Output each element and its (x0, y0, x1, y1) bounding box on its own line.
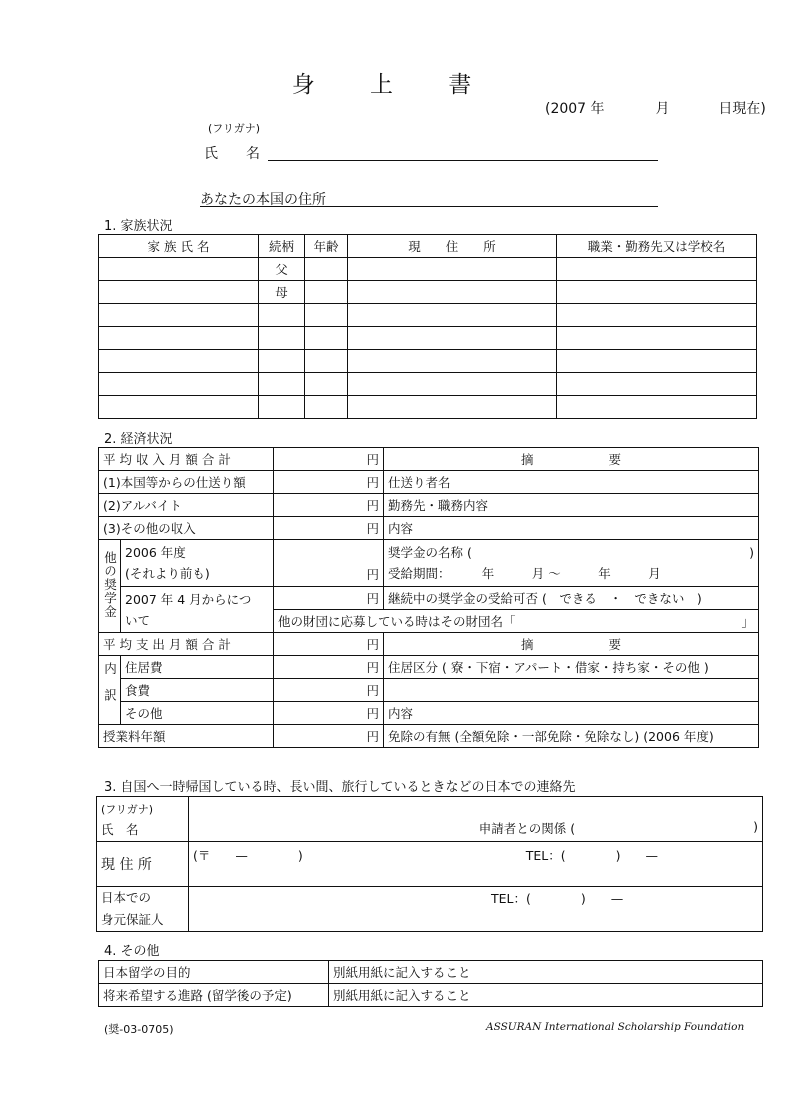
col-relation: 続柄 (259, 235, 305, 258)
table-row (99, 327, 757, 350)
col-occupation: 職業・勤務先又は学校名 (557, 235, 757, 258)
income-row-label: (1)本国等からの仕送り額 (99, 471, 274, 494)
contact-name-field[interactable]: 申請者との関係 ( ) (189, 797, 763, 842)
col-age: 年齢 (305, 235, 348, 258)
contact-address-field[interactable]: (〒 — ) TEL：( ) — (189, 842, 763, 887)
income-row-note[interactable]: 勤務先・職務内容 (384, 494, 759, 517)
date-month: 月 (655, 101, 670, 117)
expense-note[interactable]: 内容 (384, 702, 759, 725)
scholarship-label: 他の奨学金 (99, 540, 121, 633)
furigana-label: (フリガナ) (208, 122, 261, 135)
sch-other-foundation[interactable]: 他の財団に応募している時はその財団名「 」 (274, 610, 759, 633)
contact-address-label: 現 住 所 (97, 842, 189, 887)
income-row-note[interactable]: 仕送り者名 (384, 471, 759, 494)
expense-label: その他 (121, 702, 274, 725)
finance-table: 平 均 収 入 月 額 合 計 円 摘 要 (1)本国等からの仕送り額 円 仕送り者名 (2)アルバイト 円 勤務先・職務内容 (3)その他の収入 円 内容 他の奨学金 2006 年度 (それより前も) 円 奨学金の名称 ( ) 受給期間： 年 月 〜 年 月 2007 年 4 月からにつ いて 円 継続中の奨学金の受給可否 ( できる ・ できない ) 他の財団に応募している時はその財団名「 」 平 均 支 出 月 額 合 計 円 摘 要 内訳 住居費 円 住居区分 ( 寮・下宿・アパート・借家・持ち家・その他 ) 食費 円 その他 円 内容 授業料年額 円 免除の有無 (全額免除・一部免除・免除なし) (2006 年度) (98, 447, 759, 748)
table-row (99, 350, 757, 373)
section1-heading: 1. 家族状況 (104, 219, 173, 234)
contact-table (96, 796, 763, 932)
purpose-value: 別紙用紙に記入すること (329, 961, 763, 984)
form-code: (奨-03-0705) (104, 1023, 174, 1036)
page-title: 身 上 書 (291, 72, 496, 98)
name-label: 氏 名 (204, 146, 260, 162)
family-table (98, 234, 757, 419)
sch-2007-label: 2007 年 4 月からにつ いて (121, 587, 274, 633)
other-table (98, 960, 763, 1007)
guarantor-label: 日本での 身元保証人 (97, 887, 189, 932)
expense-total-label: 平 均 支 出 月 額 合 計 (99, 633, 274, 656)
tuition-note[interactable]: 免除の有無 (全額免除・一部免除・免除なし) (2006 年度) (384, 725, 759, 748)
name-field[interactable] (268, 160, 658, 161)
expense-note[interactable] (384, 679, 759, 702)
table-row (99, 304, 757, 327)
guarantor-field[interactable]: TEL：( ) — (189, 887, 763, 932)
relation-cell: 母 (259, 281, 305, 304)
home-address-label: あなたの本国の住所 (200, 192, 326, 208)
date-year: (2007 年 (545, 101, 605, 117)
date-day: 日現在) (718, 101, 766, 117)
purpose-label: 日本留学の目的 (99, 961, 329, 984)
income-row-label: (3)その他の収入 (99, 517, 274, 540)
breakdown-label: 内訳 (99, 656, 121, 725)
date-line (545, 98, 766, 118)
expense-label: 食費 (121, 679, 274, 702)
contact-name-label: (フリガナ) 氏 名 (97, 797, 189, 842)
home-address-field[interactable] (200, 206, 658, 207)
expense-note[interactable]: 住居区分 ( 寮・下宿・アパート・借家・持ち家・その他 ) (384, 656, 759, 679)
section2-heading: 2. 経済状況 (104, 432, 173, 447)
foundation-name: ASSURAN International Scholarship Foundation (486, 1021, 745, 1033)
table-row (99, 396, 757, 419)
sch-name-cell[interactable]: 奨学金の名称 ( ) 受給期間： 年 月 〜 年 月 (384, 540, 759, 587)
expense-label: 住居費 (121, 656, 274, 679)
section3-heading: 3. 自国へ一時帰国している時、長い間、旅行しているときなどの日本での連絡先 (104, 780, 576, 795)
sch-2006-label: 2006 年度 (それより前も) (121, 540, 274, 587)
income-row-label: (2)アルバイト (99, 494, 274, 517)
section4-heading: 4. その他 (104, 944, 160, 959)
table-row (99, 373, 757, 396)
income-row-note[interactable]: 内容 (384, 517, 759, 540)
future-plan-value: 別紙用紙に記入すること (329, 984, 763, 1007)
tuition-label: 授業料年額 (99, 725, 274, 748)
income-total-label: 平 均 収 入 月 額 合 計 (99, 448, 274, 471)
col-address: 現 住 所 (348, 235, 557, 258)
sch-continue[interactable]: 継続中の奨学金の受給可否 ( できる ・ できない ) (384, 587, 759, 610)
table-row (99, 258, 757, 281)
relation-cell: 父 (259, 258, 305, 281)
table-row (99, 281, 757, 304)
future-plan-label: 将来希望する進路 (留学後の予定) (99, 984, 329, 1007)
col-family-name: 家 族 氏 名 (99, 235, 259, 258)
summary-header: 摘 要 (384, 448, 759, 471)
income-total-yen[interactable]: 円 (274, 448, 384, 471)
